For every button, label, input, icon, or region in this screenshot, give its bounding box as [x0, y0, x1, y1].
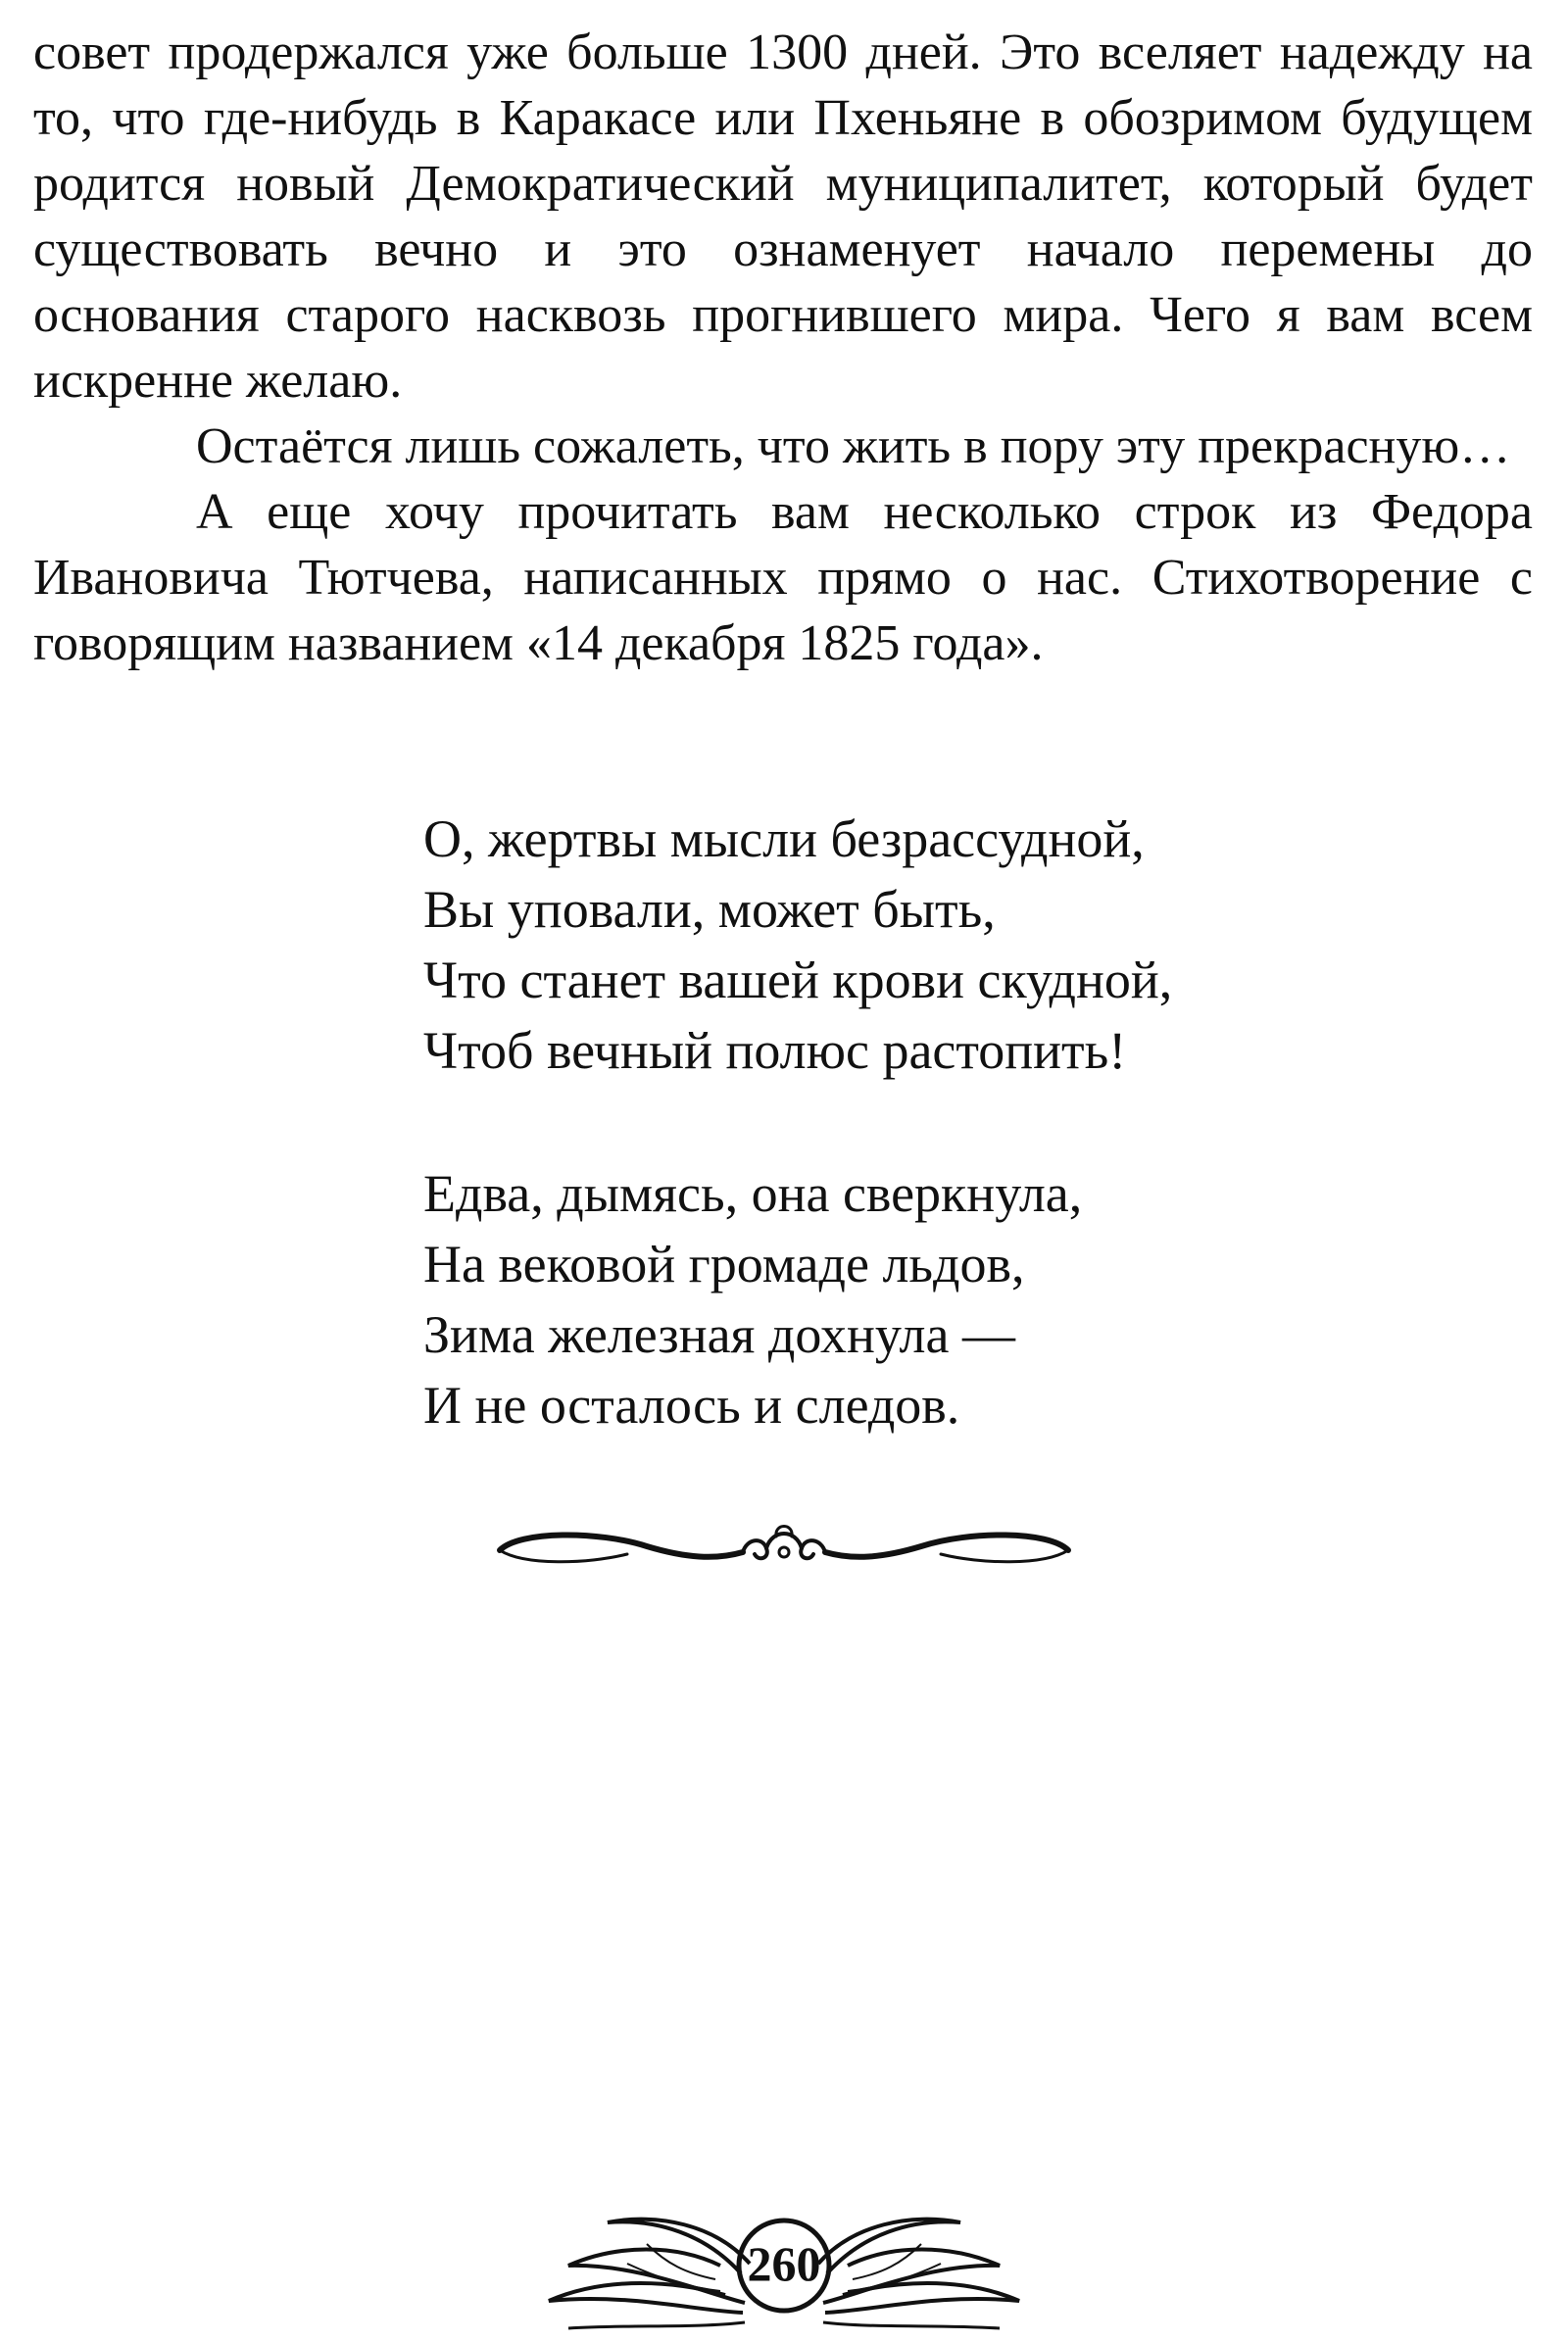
- flourish-divider-icon: [480, 1509, 1088, 1587]
- poem-line: Что станет вашей крови скудной,: [423, 951, 1173, 1009]
- poem-line: О, жертвы мысли безрассудной,: [423, 809, 1145, 868]
- poem-line: Чтоб вечный полюс растопить!: [423, 1021, 1127, 1080]
- page-number-ornament: [510, 2205, 1058, 2337]
- poem-line: Вы уповали, может быть,: [423, 880, 996, 939]
- paragraph-1: совет продержался уже больше 1300 дней. Это вселяет надежду на то, что где-нибудь в Каракасе или Пхеньяне в обозримом будущем родится новый Демократический муниципалитет, который будет существовать вечно и это ознаменует начало перемены до основания старого насквозь прогнившего мира. Чего я вам всем искренне желаю.: [33, 24, 1533, 409]
- poem-line: На вековой громаде льдов,: [423, 1235, 1025, 1293]
- poem-line: Зима железная дохнула —: [423, 1305, 1015, 1364]
- poem-line: И не осталось и следов.: [423, 1376, 960, 1435]
- poem-stanza-2: [423, 1158, 1501, 1440]
- poem: [423, 804, 1501, 1513]
- page-number: 260: [747, 2236, 821, 2291]
- prose-text: [33, 20, 1533, 676]
- poem-stanza-1: [423, 804, 1501, 1086]
- poem-line: Едва, дымясь, она сверкнула,: [423, 1164, 1083, 1223]
- paragraph-3: А еще хочу прочитать вам несколько строк из Федора Ивановича Тютчева, написанных прямо о нас. Стихотворение с говорящим названием «14 декабря 1825 года».: [33, 484, 1533, 671]
- paragraph-2: Остаётся лишь сожалеть, что жить в пору эту прекрасную…: [196, 418, 1511, 474]
